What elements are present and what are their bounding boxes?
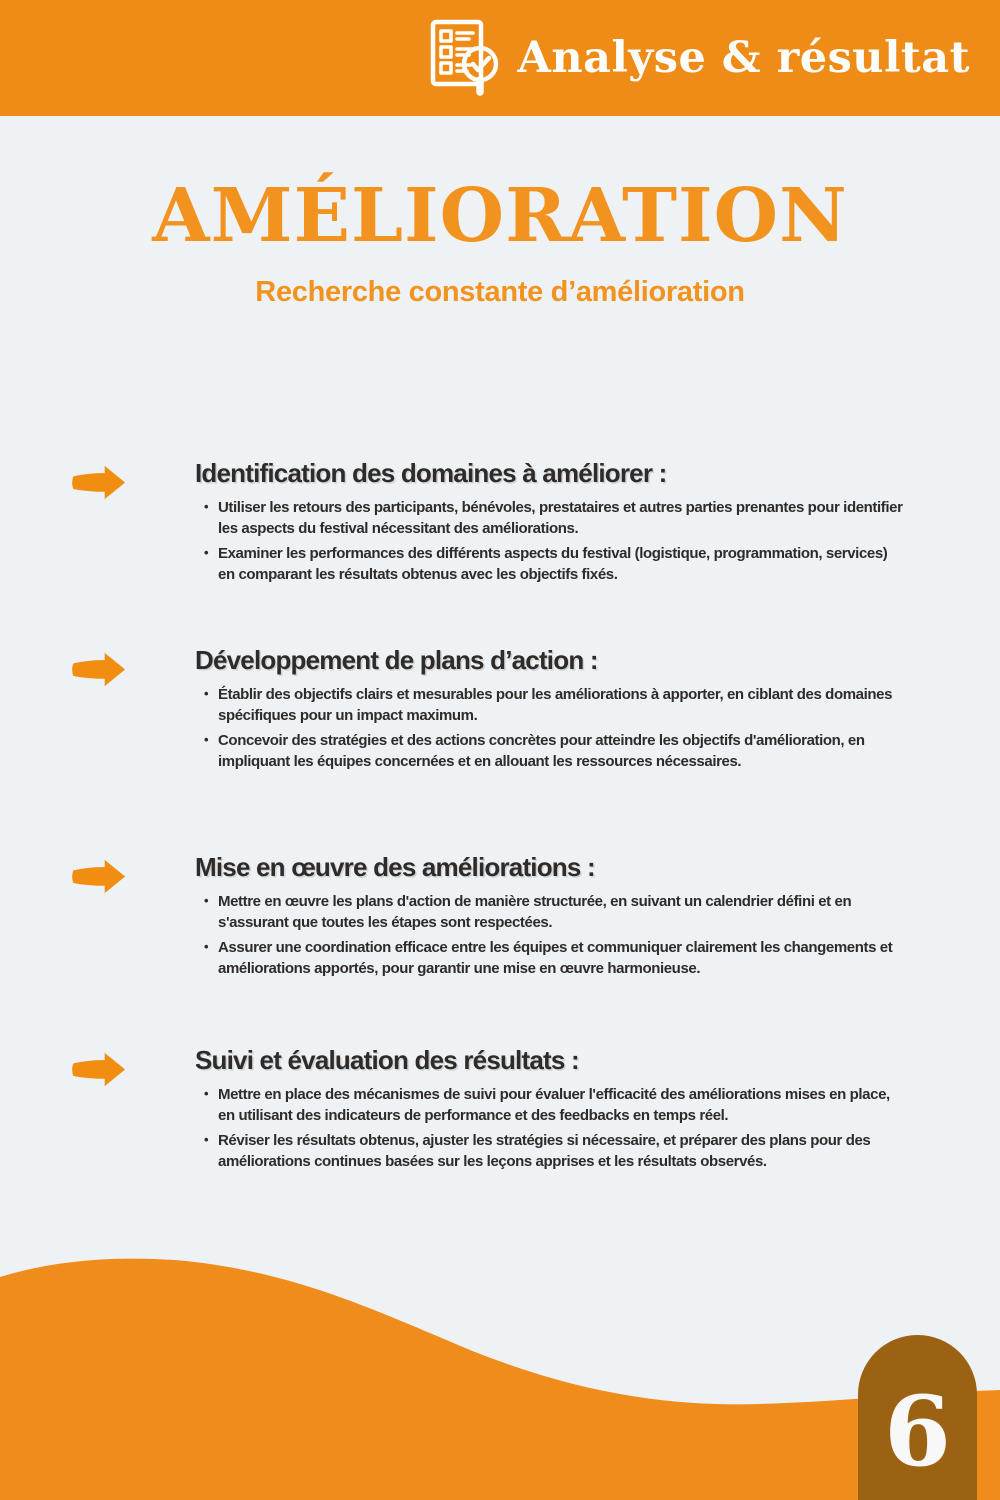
section-developpement bbox=[0, 645, 1000, 778]
page-subtitle: Recherche constante d’amélioration bbox=[255, 276, 745, 308]
bottom-wave-decoration bbox=[0, 1230, 1000, 1500]
header-title: Analyse & résultat bbox=[517, 33, 970, 83]
section-suivi-evaluation bbox=[0, 1045, 1000, 1178]
section-mise-en-oeuvre bbox=[0, 852, 1000, 985]
section-content bbox=[195, 458, 915, 591]
bullet-item: • Mettre en œuvre les plans d'action de manière structurée, en suivant un calendrier défini et en s'assurant que toutes les étapes sont respectées. bbox=[218, 892, 905, 933]
section-heading: Identification des domaines à améliorer : bbox=[195, 458, 667, 488]
bullet-item: • Mettre en place des mécanismes de suivi pour évaluer l'efficacité des améliorations mises en place, en utilisant des indicateurs de performance et des feedbacks en temps réel. bbox=[218, 1085, 905, 1126]
page-title: AMÉLIORATION bbox=[152, 173, 848, 259]
checklist-magnifier-icon bbox=[425, 17, 503, 99]
bullet-item: • Examiner les performances des différents aspects du festival (logistique, programmation, services) en comparant les résultats obtenus avec les objectifs fixés. bbox=[218, 544, 905, 585]
section-content bbox=[195, 1045, 915, 1178]
section-content bbox=[195, 852, 915, 985]
arrow-right-icon bbox=[70, 1051, 128, 1089]
arrow-right-icon bbox=[70, 464, 128, 502]
section-heading: Développement de plans d’action : bbox=[195, 645, 598, 675]
bullet-list bbox=[195, 498, 905, 586]
page-number-arch bbox=[858, 1335, 977, 1500]
section-heading: Mise en œuvre des améliorations : bbox=[195, 852, 595, 882]
arrow-right-icon bbox=[70, 858, 128, 896]
header-band bbox=[0, 0, 1000, 116]
bullet-list bbox=[195, 1085, 905, 1173]
bullet-item: • Réviser les résultats obtenus, ajuster les stratégies si nécessaire, et préparer des plans pour des améliorations continues basées sur les leçons apprises et les résultats observés. bbox=[218, 1131, 905, 1172]
bullet-item: • Établir des objectifs clairs et mesurables pour les améliorations à apporter, en ciblant des domaines spécifiques pour un impact maximum. bbox=[218, 685, 905, 726]
section-content bbox=[195, 645, 915, 778]
bullet-list bbox=[195, 892, 905, 980]
bullet-list bbox=[195, 685, 905, 773]
bullet-item: • Utiliser les retours des participants, bénévoles, prestataires et autres parties prenantes pour identifier les aspects du festival nécessitant des améliorations. bbox=[218, 498, 905, 539]
bullet-item: • Concevoir des stratégies et des actions concrètes pour atteindre les objectifs d'amélioration, en impliquant les équipes concernées et en allouant les ressources nécessaires. bbox=[218, 731, 905, 772]
bullet-item: • Assurer une coordination efficace entre les équipes et communiquer clairement les changements et améliorations apportés, pour garantir une mise en œuvre harmonieuse. bbox=[218, 938, 905, 979]
arrow-right-icon bbox=[70, 651, 128, 689]
page-number: 6 bbox=[884, 1374, 951, 1488]
section-identification bbox=[0, 458, 1000, 591]
section-heading: Suivi et évaluation des résultats : bbox=[195, 1045, 579, 1075]
